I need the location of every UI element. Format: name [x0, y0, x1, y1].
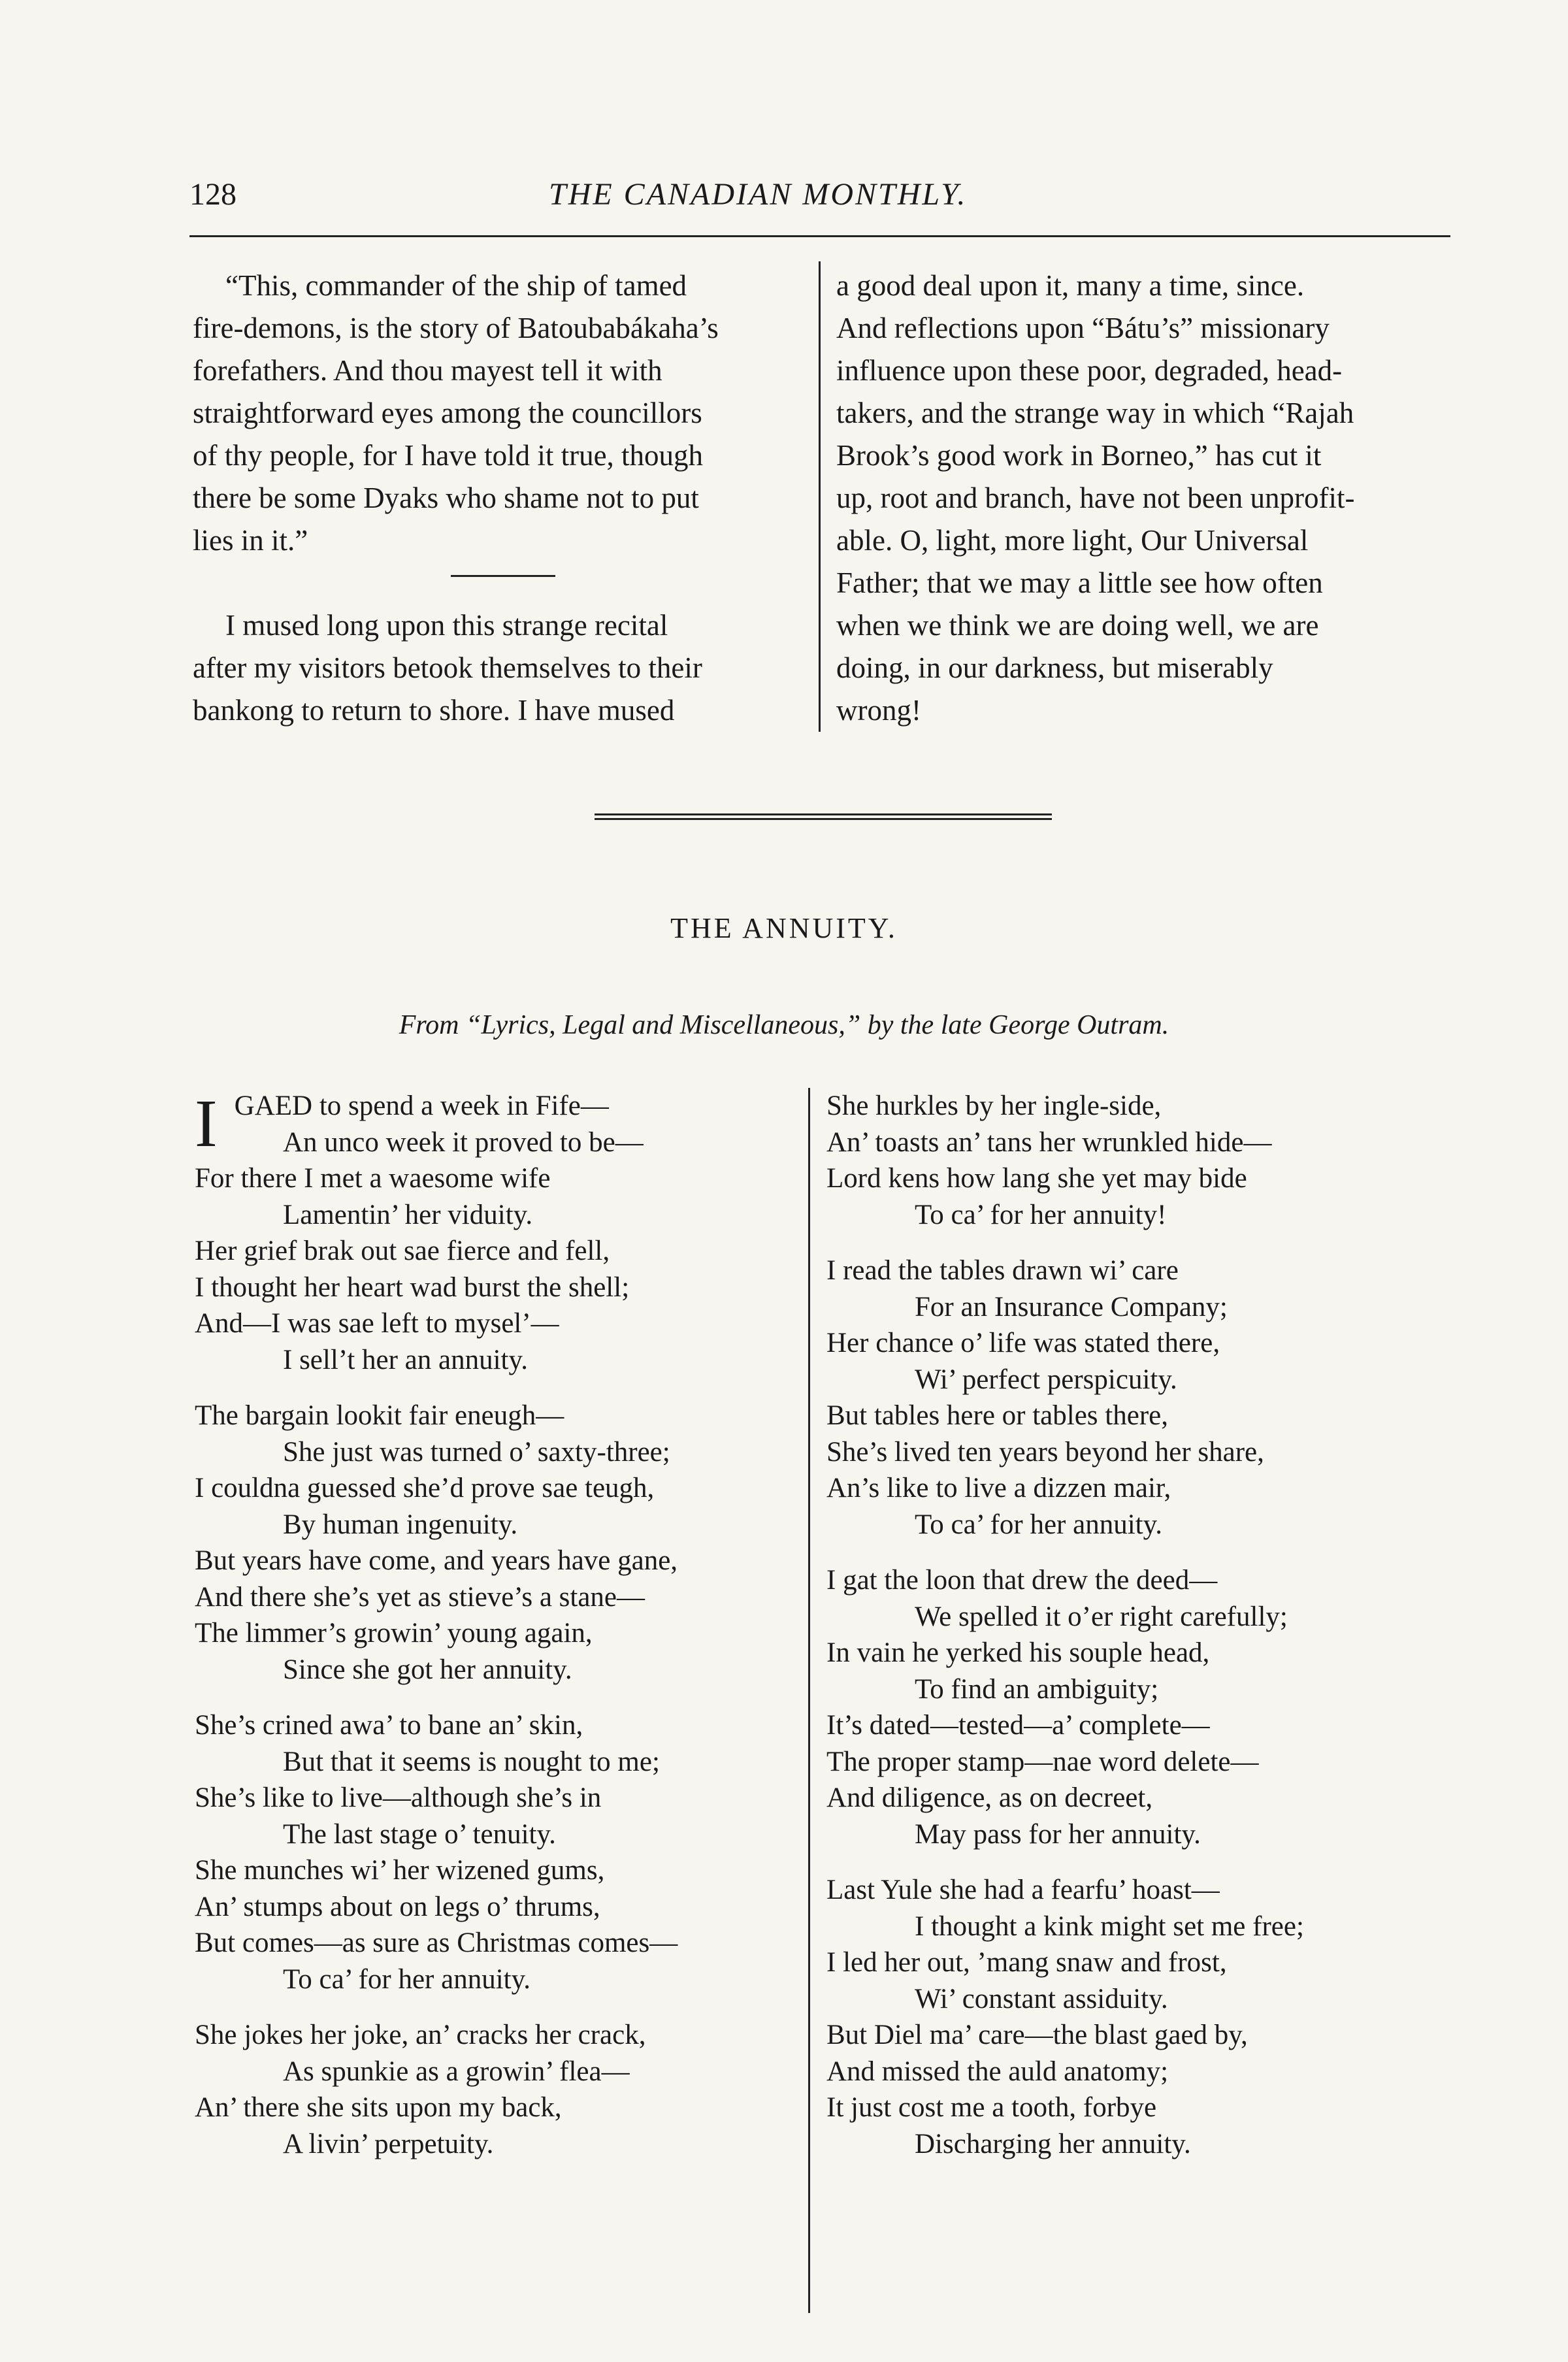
poem-line: It just cost me a tooth, forbye [826, 2092, 1157, 2123]
page-number: 128 [189, 177, 237, 212]
prose-paragraph-1 [193, 265, 804, 307]
prose-line: And reflections upon “Bátu’s” missionary [836, 312, 1330, 344]
poem-line: An’ there she sits upon my back, [195, 2092, 562, 2123]
prose-line: takers, and the strange way in which “Rajah [836, 397, 1354, 429]
poem-line: To ca’ for her annuity. [915, 1509, 1163, 1540]
running-title: THE CANADIAN MONTHLY. [549, 177, 968, 212]
prose-line: “This, commander of the ship of tamed [225, 269, 687, 302]
prose-line: a good deal upon it, many a time, since. [836, 269, 1305, 302]
stanza [826, 1088, 1414, 1233]
poem-line: GAED to spend a week in Fife— [234, 1091, 609, 1121]
poem-line: She’s like to live—although she’s in [195, 1782, 602, 1813]
poem-line: And there she’s yet as stieve’s a stane— [195, 1581, 645, 1613]
poem-right-column [826, 1088, 1414, 2182]
prose-line: fire-demons, is the story of Batoubabákaha’s [193, 312, 719, 344]
poem-line: I thought her heart wad burst the shell; [195, 1271, 630, 1303]
poem-line: A livin’ perpetuity. [283, 2128, 494, 2159]
poem-line: Lamentin’ her viduity. [283, 1199, 533, 1230]
prose-line: wrong! [836, 694, 921, 727]
prose-line: up, root and branch, have not been unprofit- [836, 482, 1355, 514]
poem-line: She just was turned o’ saxty-three; [283, 1436, 670, 1468]
stanza [195, 2017, 783, 2162]
header-rule [189, 235, 1450, 237]
poem-line: Her chance o’ life was stated there, [826, 1328, 1220, 1358]
poem-line: But tables here or tables there, [826, 1400, 1168, 1431]
poem-line: By human ingenuity. [283, 1509, 518, 1540]
prose-line: Brook’s good work in Borneo,” has cut it [836, 439, 1322, 472]
poem-line: Since she got her annuity. [283, 1654, 572, 1685]
prose-line: bankong to return to shore. I have mused [193, 694, 675, 727]
poem-line: Discharging her annuity. [915, 2128, 1191, 2159]
poem-line: I led her out, ’mang snaw and frost, [826, 1947, 1227, 1978]
poem-line: In vain he yerked his souple head, [826, 1637, 1210, 1668]
poem-line: We spelled it o’er right carefully; [915, 1601, 1288, 1632]
prose-right-column [836, 265, 1447, 732]
poem-line: May pass for her annuity. [915, 1818, 1201, 1850]
poem-line: She hurkles by her ingle-side, [826, 1091, 1162, 1121]
poem-line: An unco week it proved to be— [283, 1126, 644, 1158]
prose-line: straightforward eyes among the councillors [193, 397, 702, 429]
stanza [195, 1088, 783, 1378]
column-rule-prose [819, 261, 821, 732]
poem-line: For an Insurance Company; [915, 1291, 1228, 1322]
poem-line: An’s like to live a dizzen mair, [826, 1473, 1171, 1503]
prose-line: doing, in our darkness, but miserably [836, 651, 1273, 684]
prose-line: of thy people, for I have told it true, though [193, 439, 704, 472]
poem-line: I thought a kink might set me free; [915, 1911, 1304, 1942]
poem-line: Her grief brak out sae fierce and fell, [195, 1236, 610, 1266]
prose-line: after my visitors betook themselves to their [193, 651, 702, 684]
poem-line: For there I met a waesome wife [195, 1163, 551, 1194]
poem-line: To ca’ for her annuity! [915, 1199, 1167, 1230]
poem-line: The bargain lookit fair eneugh— [195, 1400, 564, 1431]
prose-line: there be some Dyaks who shame not to put [193, 482, 699, 514]
stanza [826, 1872, 1414, 2162]
prose-line: I mused long upon this strange recital [225, 609, 668, 642]
poem-line: The proper stamp—nae word delete— [826, 1746, 1259, 1777]
prose-line: able. O, light, more light, Our Universal [836, 524, 1309, 557]
poem-line: I sell’t her an annuity. [283, 1344, 528, 1375]
poem-line: She jokes her joke, an’ cracks her crack, [195, 2020, 646, 2050]
prose-line: lies in it.” [193, 524, 308, 557]
prose-line: forefathers. And thou mayest tell it with [193, 354, 662, 387]
poem-line: And—I was sae left to mysel’— [195, 1308, 559, 1339]
poem-line: Lord kens how lang she yet may bide [826, 1163, 1247, 1194]
poem-line: But years have come, and years have gane, [195, 1545, 678, 1576]
poem-source: From “Lyrics, Legal and Miscellaneous,” by the late George Outram. [399, 1010, 1169, 1040]
stanza [195, 1398, 783, 1688]
poem-line: An’ stumps about on legs o’ thrums, [195, 1891, 600, 1922]
poem-line: I read the tables drawn wi’ care [826, 1255, 1179, 1286]
poem-line: But that it seems is nought to me; [283, 1746, 660, 1777]
poem-line: An’ toasts an’ tans her wrunkled hide— [826, 1126, 1272, 1158]
poem-line: She’s crined awa’ to bane an’ skin, [195, 1710, 583, 1741]
poem-line: But Diel ma’ care—the blast gaed by, [826, 2020, 1248, 2050]
poem-line: She munches wi’ her wizened gums, [195, 1855, 605, 1886]
poem-line: Wi’ perfect perspicuity. [915, 1364, 1177, 1395]
stanza [195, 1707, 783, 1997]
poem-line: And diligence, as on decreet, [826, 1782, 1153, 1813]
poem-left-column [195, 1088, 783, 2182]
poem-line: To ca’ for her annuity. [283, 1963, 531, 1995]
drop-cap: I [195, 1086, 218, 1161]
poem-line: But comes—as sure as Christmas comes— [195, 1927, 678, 1958]
section-break-rule [451, 575, 555, 577]
poem-title: THE ANNUITY. [670, 912, 898, 944]
poem-line: She’s lived ten years beyond her share, [826, 1436, 1264, 1468]
prose-line: influence upon these poor, degraded, head- [836, 354, 1343, 387]
column-rule-poem [808, 1088, 810, 2313]
stanza [826, 1562, 1414, 1852]
section-separator-double-rule [595, 813, 1052, 820]
poem-line: As spunkie as a growin’ flea— [283, 2056, 630, 2087]
prose-line: Father; that we may a little see how often [836, 566, 1323, 599]
prose-left-column [193, 265, 804, 562]
poem-line: And missed the auld anatomy; [826, 2056, 1169, 2087]
poem-line: Last Yule she had a fearfu’ hoast— [826, 1875, 1220, 1905]
prose-line: when we think we are doing well, we are [836, 609, 1319, 642]
poem-line: Wi’ constant assiduity. [915, 1983, 1168, 2014]
poem-line: It’s dated—tested—a’ complete— [826, 1710, 1210, 1741]
poem-line: To find an ambiguity; [915, 1673, 1159, 1705]
prose-left-column-2 [193, 604, 804, 732]
poem-line: I gat the loon that drew the deed— [826, 1565, 1218, 1596]
stanza [826, 1253, 1414, 1543]
poem-line: The last stage o’ tenuity. [283, 1818, 556, 1850]
poem-line: The limmer’s growin’ young again, [195, 1618, 593, 1648]
poem-line: I couldna guessed she’d prove sae teugh, [195, 1473, 655, 1503]
